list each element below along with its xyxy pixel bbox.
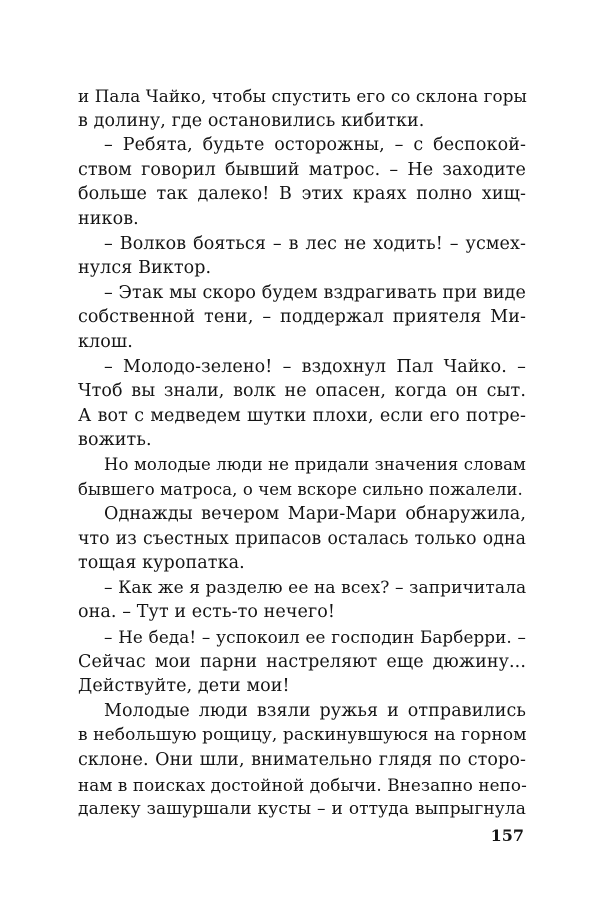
paragraph: [78, 453, 526, 502]
text-line: Но молодые люди не придали значения словам: [104, 454, 526, 474]
text-line: – Ребята, будьте осторожны, – с беспокой-: [104, 135, 526, 156]
text-line: собственной тени, – поддержал приятеля Ми-: [78, 307, 526, 328]
text-line: Чтоб вы знали, волк не опасен, когда он сыт.: [78, 381, 526, 402]
paragraph: [78, 699, 526, 822]
text-line: Действуйте, дети мои!: [78, 676, 290, 697]
text-line: – Как же я разделю ее на всех? – запричитала: [104, 577, 527, 598]
text-line: – Этак мы скоро будем вздрагивать при виде: [104, 282, 526, 303]
text-line: ников.: [78, 208, 139, 229]
text-line: далеку зашуршали кусты – и оттуда выпрыгнула: [78, 799, 526, 820]
text-line: нулся Виктор.: [78, 258, 212, 279]
text-line: она. – Тут и есть-то нечего!: [78, 602, 336, 623]
text-line: склоне. Они шли, внимательно глядя по сторо-: [78, 750, 526, 771]
text-line: бывшего матроса, о чем вскоре сильно пожалели.: [78, 479, 523, 499]
paragraph: [78, 133, 526, 231]
text-line: – Не беда! – успокоил ее господин Барберри. –: [104, 627, 526, 648]
text-line: ством говорил бывший матрос. – Не заходите: [78, 159, 526, 180]
text-line: больше так далеко! В этих краях полно хищ-: [78, 184, 526, 205]
text-line: вожить.: [78, 430, 152, 451]
text-line: нам в поисках достойной добычи. Внезапно непо-: [78, 774, 527, 795]
text-line: что из съестных припасов осталась только одна: [78, 528, 526, 549]
text-line: – Молодо-зелено! – вздохнул Пал Чайко. –: [104, 356, 526, 377]
text-line: Однажды вечером Мари-Мари обнаружила,: [104, 504, 526, 525]
text-line: в долину, где остановились кибитки.: [78, 110, 425, 131]
paragraph: [78, 232, 526, 281]
text-line: А вот с медведем шутки плохи, если его потре-: [78, 405, 526, 426]
page-number: 157: [490, 826, 524, 845]
paragraph: [78, 281, 526, 355]
text-line: тощая куропатка.: [78, 553, 245, 574]
text-line: Молодые люди взяли ружья и отправились: [104, 700, 526, 721]
text-line: в небольшую рощицу, раскинувшуюся на горном: [78, 725, 527, 746]
paragraph: [78, 625, 526, 699]
paragraph: [78, 502, 526, 576]
page-text: [78, 84, 526, 822]
text-line: клош.: [78, 331, 133, 352]
paragraph: [78, 355, 526, 453]
text-line: Сейчас мои парни настреляют еще дюжину...: [78, 651, 526, 672]
paragraph: [78, 84, 526, 133]
paragraph: [78, 576, 526, 625]
text-line: – Волков бояться – в лес не ходить! – усмех-: [104, 233, 526, 254]
text-line: и Пала Чайко, чтобы спустить его со склона горы: [78, 86, 527, 106]
